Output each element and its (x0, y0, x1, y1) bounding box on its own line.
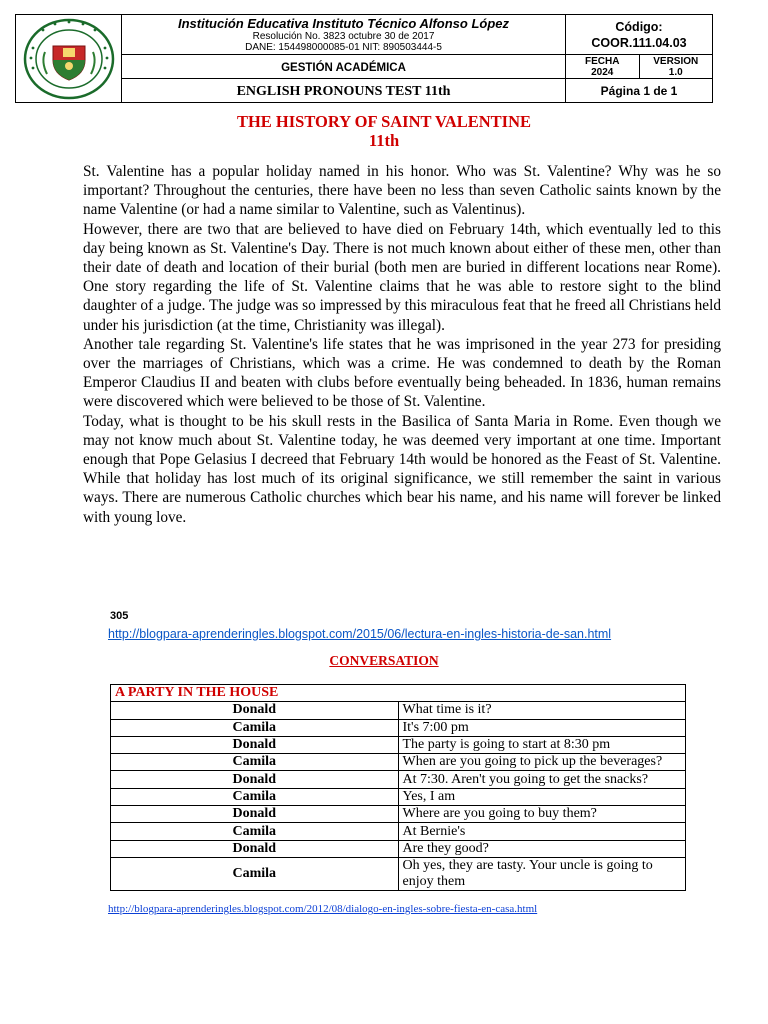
dialogue-cell: Yes, I am (398, 788, 686, 805)
conversation-table (110, 684, 686, 891)
table-row (111, 754, 686, 771)
dialogue-cell: At 7:30. Aren't you going to get the snacks? (398, 771, 686, 788)
table-row (111, 736, 686, 753)
test-title: ENGLISH PRONOUNS TEST 11th (236, 83, 451, 99)
table-row (111, 857, 686, 890)
reading-paragraph: St. Valentine has a popular holiday named in his honor. Who was St. Valentine? Why was he so important? Throughout the centuries, there have been no less than seven Catholic saints known by the name Valentine (or had a name similar to Valentine, such as Valentinus). (83, 163, 721, 219)
fecha-value: 2024 (591, 66, 614, 78)
reading-subtitle: 11th (368, 131, 400, 150)
dialogue-cell: Where are you going to buy them? (398, 806, 686, 823)
dialogue-cell: When are you going to pick up the beverages? (398, 754, 686, 771)
speaker-cell: Donald (111, 736, 399, 753)
dialogue-cell: Are they good? (398, 840, 686, 857)
reading-title: THE HISTORY OF SAINT VALENTINE (236, 112, 532, 131)
reference-number: 305 (110, 610, 129, 622)
department-label: GESTIÓN ACADÉMICA (281, 61, 406, 74)
document-header (15, 14, 713, 103)
speaker-cell: Donald (111, 840, 399, 857)
department-cell (122, 55, 566, 79)
dialogue-cell: At Bernie's (398, 823, 686, 840)
speaker-cell: Camila (111, 788, 399, 805)
dialogue-cell: What time is it? (398, 702, 686, 719)
fecha-cell (566, 55, 640, 79)
table-row (111, 806, 686, 823)
dialogue-cell: Oh yes, they are tasty. Your uncle is going to enjoy them (398, 857, 686, 890)
reading-paragraph: Another tale regarding St. Valentine's life states that he was imprisoned in the year 273 for presiding over the marriages of Christians, which was a crime. He was condemned to death by the Roman Emperor Claudius II and beaten with clubs before eventually being beheaded. In 1836, human remains were discovered which were believed to be those of St. Valentine. (83, 335, 721, 411)
speaker-cell: Camila (111, 857, 399, 890)
version-cell (639, 55, 713, 79)
table-row (111, 719, 686, 736)
speaker-cell: Camila (111, 823, 399, 840)
speaker-cell: Donald (111, 806, 399, 823)
speaker-cell: Donald (111, 702, 399, 719)
reading-paragraph: Today, what is thought to be his skull rests in the Basilica of Santa Maria in Rome. Even though we may not know much about St. Valentine today, he was deemed very important at one time. Important enough that Pope Gelasius I decreed that February 14th would be honored as the Feast of St. Valentine. While that holiday has lost much of its original significance, we still remember the saint in various ways. There are numerous Catholic churches which bear his name, and his name will forever be linked with young love. (83, 412, 721, 526)
code-label: Código: (615, 19, 663, 34)
reading-body (83, 162, 721, 527)
table-row (111, 771, 686, 788)
conversation-source-link[interactable]: http://blogpara-aprenderingles.blogspot.com/2012/08/dialogo-en-ingles-sobre-fiesta-en-casa.html (108, 903, 538, 915)
resolution-text: Resolución No. 3823 octubre 30 de 2017 (252, 31, 435, 42)
code-cell (566, 15, 713, 55)
dane-nit-text: DANE: 154498000085-01 NIT: 890503444-5 (245, 42, 442, 53)
table-row (111, 840, 686, 857)
school-seal-icon (23, 18, 115, 100)
speaker-cell: Camila (111, 754, 399, 771)
conversation-heading: CONVERSATION (329, 653, 439, 668)
dialogue-cell: The party is going to start at 8:30 pm (398, 736, 686, 753)
fecha-label: FECHA (585, 55, 620, 67)
test-title-cell (122, 79, 566, 103)
speaker-cell: Camila (111, 719, 399, 736)
code-value: COOR.111.04.03 (591, 35, 687, 50)
logo-cell (16, 15, 122, 103)
institution-info-cell (122, 15, 566, 55)
page-number: Página 1 de 1 (600, 83, 678, 98)
version-label: VERSION (653, 55, 699, 67)
conversation-table-title: A PARTY IN THE HOUSE (111, 685, 686, 702)
table-row (111, 702, 686, 719)
version-value: 1.0 (668, 66, 683, 78)
speaker-cell: Donald (111, 771, 399, 788)
table-row (111, 788, 686, 805)
reading-source-link[interactable]: http://blogpara-aprenderingles.blogspot.com/2015/06/lectura-en-ingles-historia-de-san.html (108, 627, 612, 641)
table-row (111, 823, 686, 840)
institution-name: Institución Educativa Instituto Técnico Alfonso López (177, 16, 510, 31)
reading-paragraph: However, there are two that are believed to have died on February 14th, which eventually led to this day being known as St. Valentine's Day. There is not much known about either of these men, other than their date of death and location of their burial (both men are buried in different locations near Rome). One story regarding the life of St. Valentine claims that he was able to restore sight to the blind daughter of a judge. The judge was so impressed by this miraculous feat that he freed all Christians held under his jurisdiction (at the time, Christianity was illegal). (83, 220, 721, 334)
page-number-cell (566, 79, 713, 103)
dialogue-cell: It's 7:00 pm (398, 719, 686, 736)
